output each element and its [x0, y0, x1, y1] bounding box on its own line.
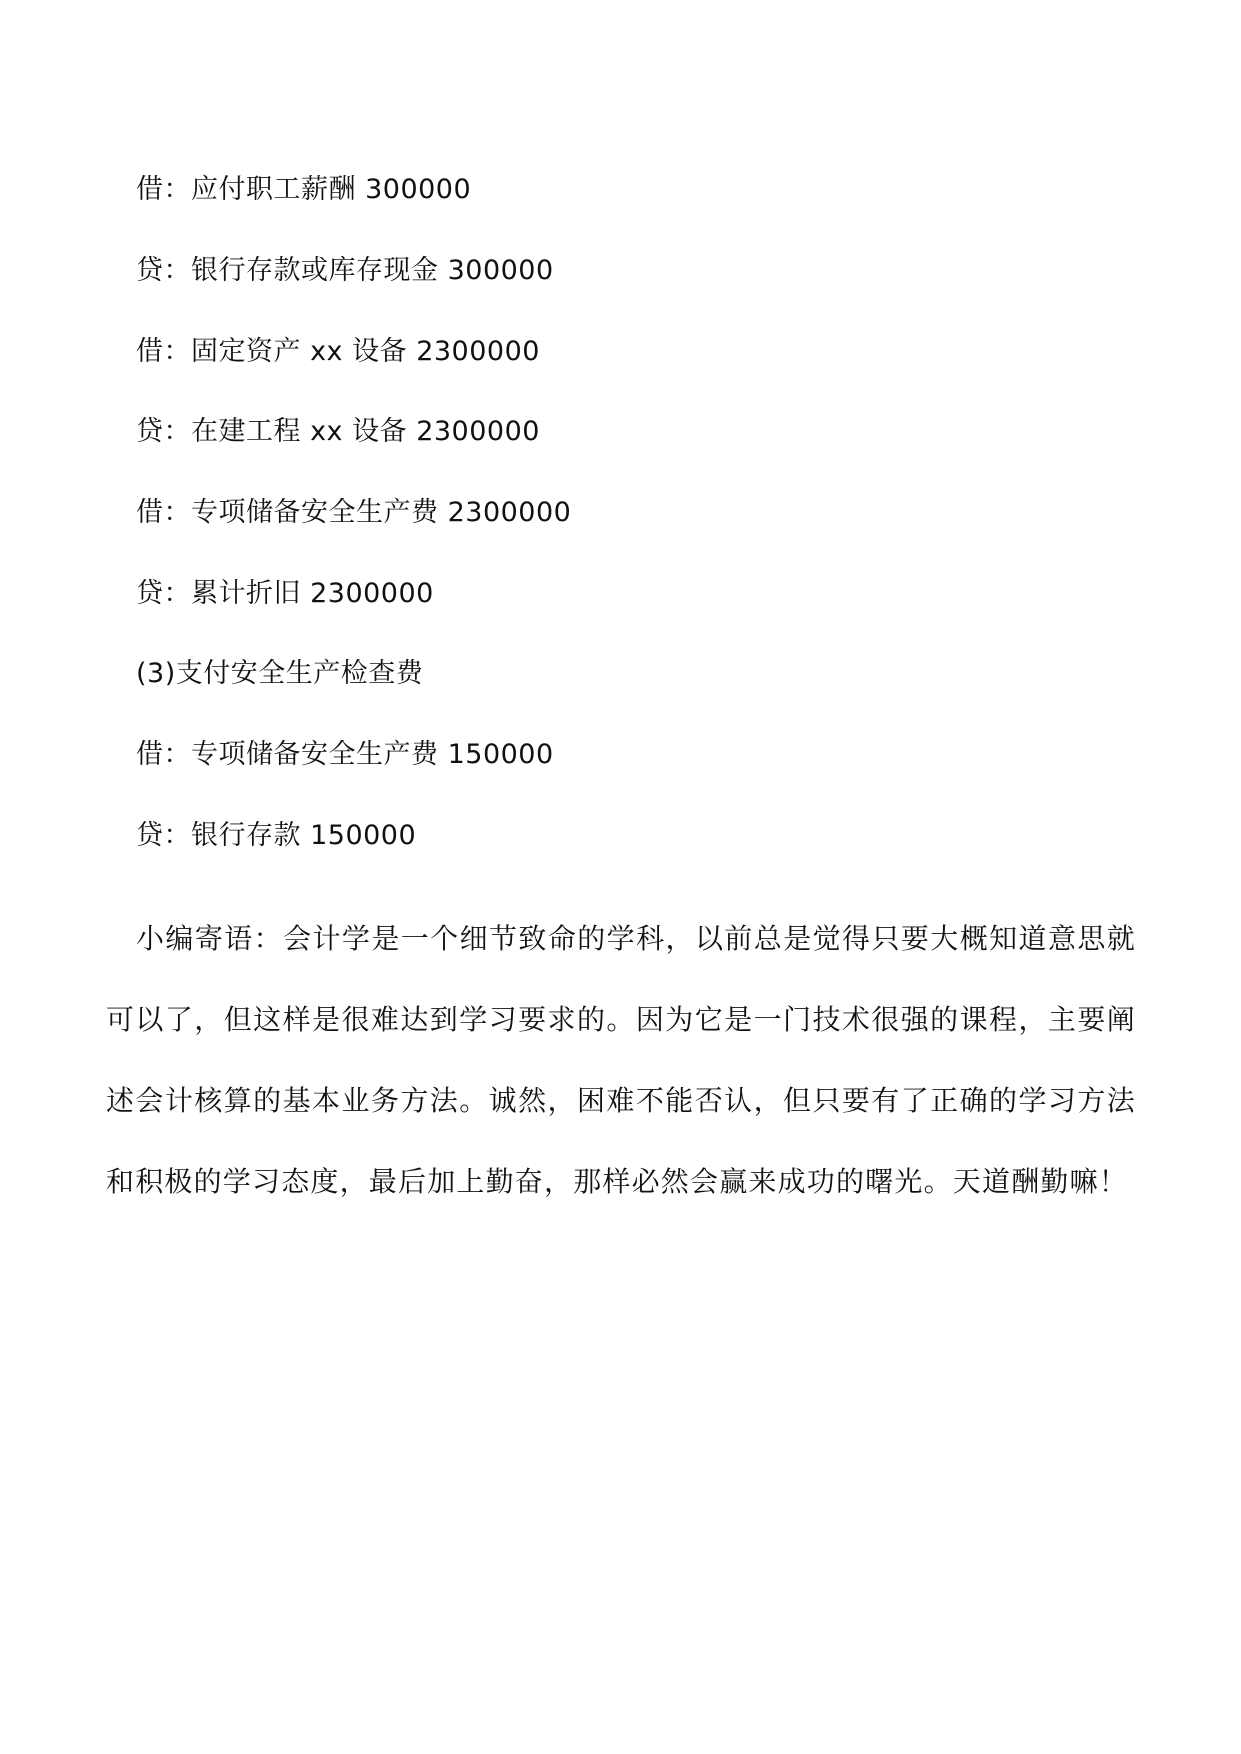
entry-credit-construction: 贷：在建工程 xx 设备 2300000 [136, 416, 540, 447]
entry-credit-depreciation: 贷：累计折旧 2300000 [136, 578, 434, 609]
entry-debit-payroll: 借：应付职工薪酬 300000 [136, 174, 472, 205]
entry-credit-bank: 贷：银行存款 150000 [136, 820, 417, 851]
closing-paragraph: 小编寄语：会计学是一个细节致命的学科，以前总是觉得只要大概知道意思就可以了，但这样是很难达到学习要求的。因为它是一门技术很强的课程，主要阐述会计核算的基本业务方法。诚然，困难不能否认，但只要有了正确的学习方法和积极的学习态度，最后加上勤奋，那样必然会赢来成功的曙光。天道酬勤嘛！ [106, 922, 1136, 1198]
section-heading-inspection-fee: (3)支付安全生产检查费 [136, 658, 424, 689]
entry-debit-safety-reserve-2: 借：专项储备安全生产费 150000 [136, 739, 554, 770]
entry-credit-bank-cash: 贷：银行存款或库存现金 300000 [136, 255, 554, 286]
entry-debit-fixed-assets: 借：固定资产 xx 设备 2300000 [136, 336, 540, 367]
entry-debit-safety-reserve: 借：专项储备安全生产费 2300000 [136, 497, 572, 528]
